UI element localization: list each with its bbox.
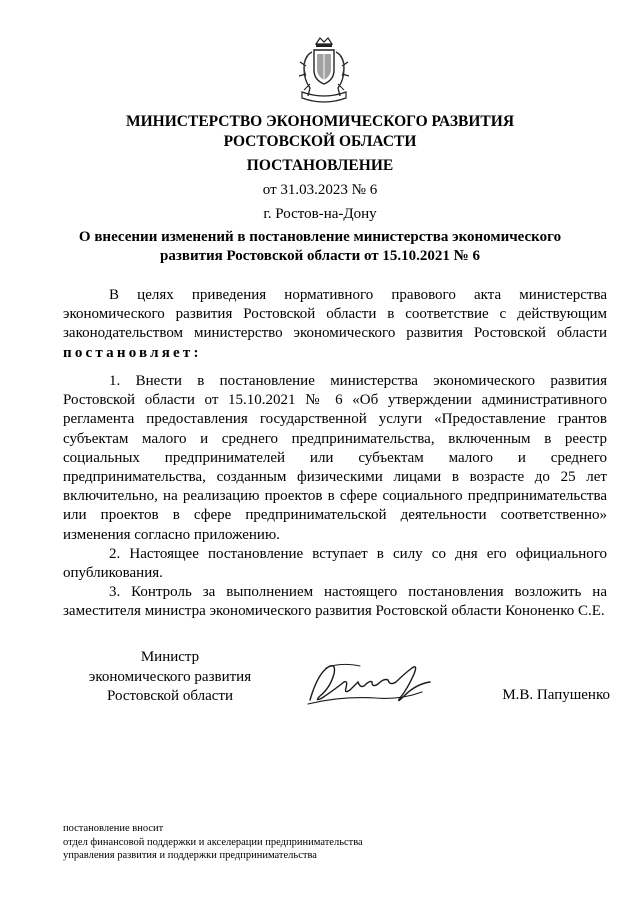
document-subject	[0, 228, 640, 266]
handwritten-signature	[300, 652, 450, 712]
coat-of-arms-icon	[296, 36, 352, 106]
signatory-title-line-1: Министр	[140, 649, 200, 665]
footer-line-2: отдел финансовой поддержки и акселерации предпринимательства	[63, 836, 363, 848]
ministry-line-2: РОСТОВСКОЙ ОБЛАСТИ	[223, 133, 417, 150]
resolution-item-3: 3. Контроль за выполнением настоящего постановления возложить на заместителя министра экономического развития Ростовской области Кононенко С.Е.	[63, 584, 607, 620]
subject-line-1: О внесении изменений в постановление министерства экономического	[78, 229, 562, 245]
preamble-text: В целях приведения нормативного правового акта министерства экономического развития Ростовской области в соответствие с действующим законодательством министерство экономического развития Ростовской области	[63, 287, 607, 342]
footer-line-1: постановление вносит	[63, 823, 164, 834]
resolution-item-1: 1. Внести в постановление министерства экономического развития Ростовской области от 15.10.2021 № 6 «Об утверждении административного регламента предоставления государственной услуги «Предоставление грантов субъектам малого и среднего предпринимательства, включенным в реестр социальных предпринимателей или субъектам малого и среднего предпринимательства, созданным физическими лицами в возрасте до 25 лет включительно, на реализацию проектов в сфере социального предпринимательства или проектов в сфере предпринимательской деятельности соответственно» изменения согласно приложению.	[63, 373, 607, 543]
footer-line-3: управления развития и поддержки предпринимательства	[63, 850, 317, 861]
signatory-title-line-2: экономического развития	[88, 668, 252, 685]
resolution-item-2: 2. Настоящее постановление вступает в силу со дня его официального опубликования.	[63, 545, 607, 582]
signatory-name: М.В. Папушенко	[502, 687, 610, 703]
ministry-name	[0, 112, 640, 152]
signatory-title	[60, 648, 280, 707]
ministry-line-1: МИНИСТЕРСТВО ЭКОНОМИЧЕСКОГО РАЗВИТИЯ	[125, 113, 515, 130]
footer-note	[63, 822, 363, 863]
resolves-word: постановляет:	[63, 344, 202, 361]
document-date-number: от 31.03.2023 № 6	[262, 182, 378, 198]
signatory-title-line-3: Ростовской области	[107, 688, 233, 704]
subject-line-2: развития Ростовской области от 15.10.2021 № 6	[160, 248, 480, 264]
document-type: ПОСТАНОВЛЕНИЕ	[246, 157, 394, 174]
document-city: г. Ростов-на-Дону	[263, 206, 377, 222]
preamble-paragraph	[63, 286, 607, 363]
resolution-items	[63, 372, 607, 622]
